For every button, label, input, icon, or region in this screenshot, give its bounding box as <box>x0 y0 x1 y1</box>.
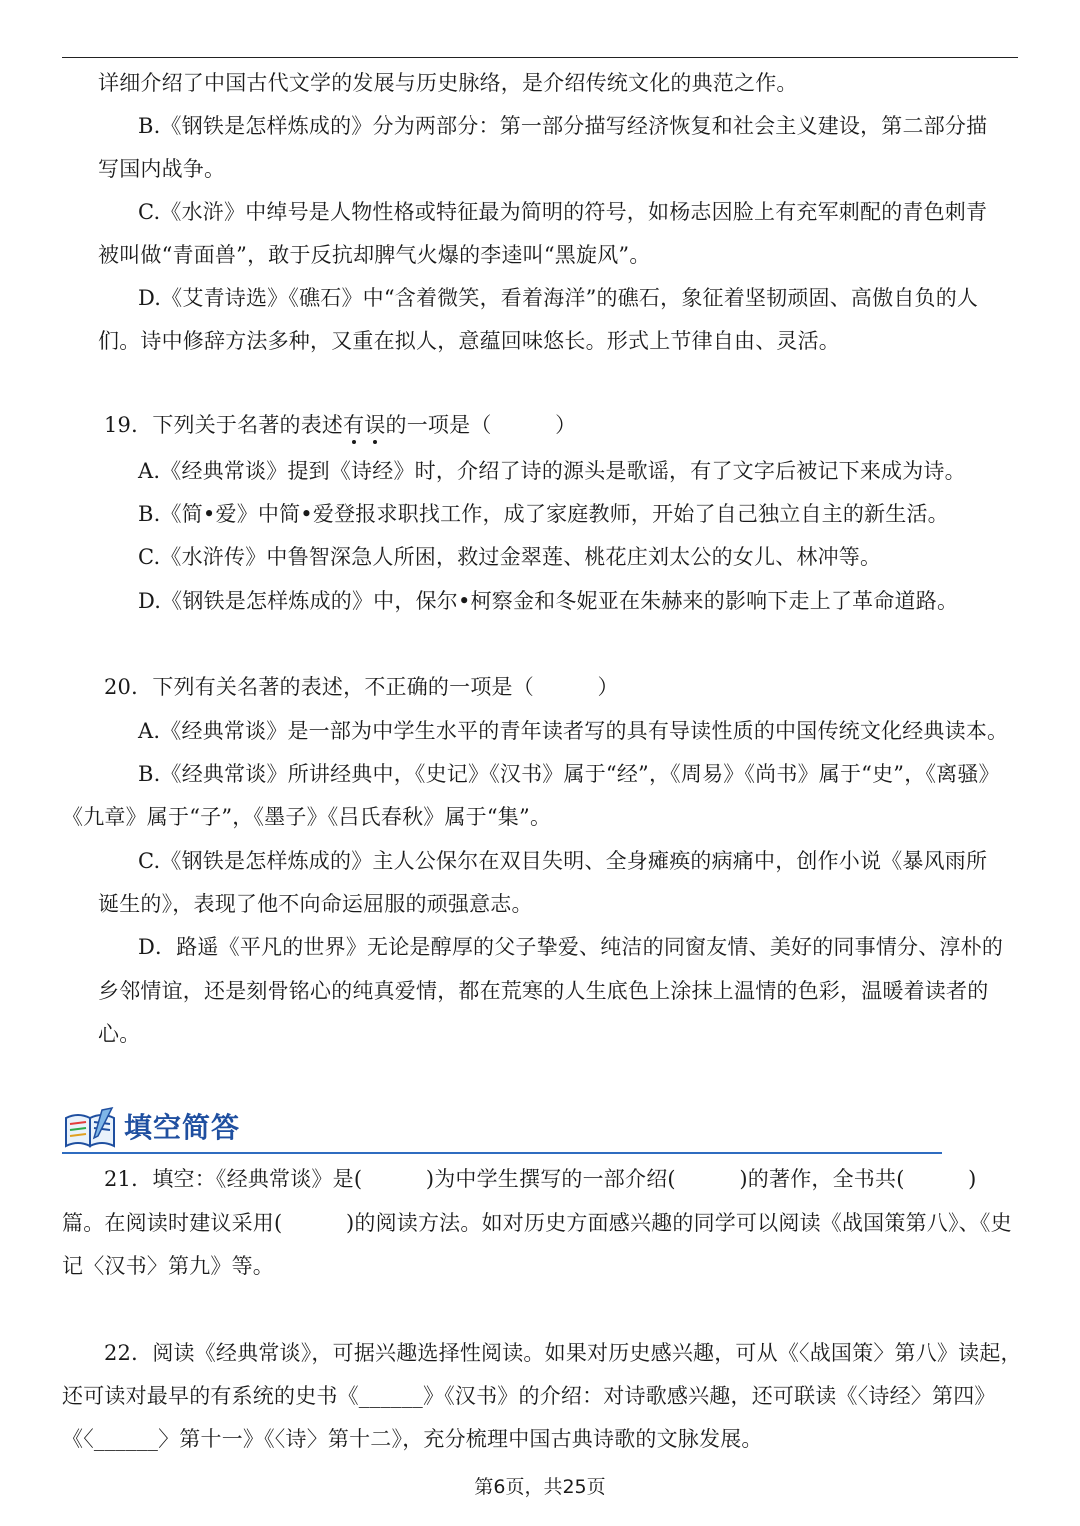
question-19-option-a: A.《经典常谈》提到《诗经》时，介绍了诗的源头是歌谣，有了文字后被记下来成为诗。 <box>138 459 966 483</box>
question-20-option-a: A.《经典常谈》是一部为中学生水平的青年读者写的具有导读性质的中国传统文化经典读本。 <box>138 719 1009 743</box>
page-number: 第6页，共25页 <box>474 1476 606 1498</box>
question-20-stem: 20．下列有关名著的表述，不正确的一项是（ ） <box>104 675 619 699</box>
option-c: C.《水浒》中绰号是人物性格或特征最为简明的符号，如杨志因脸上有充军刺配的青色刺青 <box>138 200 988 224</box>
paragraph-line: 写国内战争。 <box>98 157 226 181</box>
question-20-option-d-cont: 乡邻情谊，还是刻骨铭心的纯真爱情，都在荒寒的人生底色上涂抹上温情的色彩，温暖着读者的 <box>98 979 989 1003</box>
question-20-option-b: B.《经典常谈》所讲经典中，《史记》《汉书》属于“经”，《周易》《尚书》属于“史”，《离骚》 <box>138 762 1000 786</box>
option-d: D.《艾青诗选》《礁石》中“含着微笑，看着海洋”的礁石，象征着坚韧顽固、高傲自负的人 <box>138 286 979 310</box>
question-19-stem: 19．下列关于名著的表述有误的一项是（ ） <box>104 410 576 440</box>
question-19-option-d: D.《钢铁是怎样炼成的》中，保尔•柯察金和冬妮亚在朱赫来的影响下走上了革命道路。 <box>138 589 959 613</box>
question-22-line: 《〈______〉第十一》《〈诗〉第十二》，充分梳理中国古典诗歌的文脉发展。 <box>62 1427 763 1451</box>
section-header <box>62 1100 942 1160</box>
question-19-option-c: C.《水浒传》中鲁智深急人所困，救过金翠莲、桃花庄刘太公的女儿、林冲等。 <box>138 545 882 569</box>
question-21-line: 记〈汉书〉第九》等。 <box>62 1254 274 1278</box>
option-b: B.《钢铁是怎样炼成的》分为两部分：第一部分描写经济恢复和社会主义建设，第二部分描 <box>138 114 988 138</box>
section-underline <box>62 1152 942 1154</box>
question-19-option-b: B.《简•爱》中简•爱登报求职找工作，成了家庭教师，开始了自己独立自主的新生活。 <box>138 502 949 526</box>
header-rule <box>62 57 1018 58</box>
section-title: 填空简答 <box>124 1111 241 1144</box>
question-20-option-d-cont: 心。 <box>98 1022 141 1046</box>
paragraph-line: 详细介绍了中国古代文学的发展与历史脉络，是介绍传统文化的典范之作。 <box>98 71 798 95</box>
emphasis-char: 有 <box>343 410 364 440</box>
emphasis-char: 误 <box>364 410 385 440</box>
paragraph-line: 们。诗中修辞方法多种，又重在拟人，意蕴回味悠长。形式上节律自由、灵活。 <box>98 329 840 353</box>
question-22-line: 还可读对最早的有系统的史书《______》《汉书》的介绍：对诗歌感兴趣，还可联读《〈诗经〉第四》 <box>62 1384 996 1408</box>
open-book-icon <box>62 1106 118 1152</box>
question-21-line: 21．填空：《经典常谈》是( )为中学生撰写的一部介绍( )的著作，全书共( ) <box>104 1167 977 1191</box>
paragraph-line: 被叫做“青面兽”，敢于反抗却脾气火爆的李逵叫“黑旋风”。 <box>98 243 651 267</box>
question-21-line: 篇。在阅读时建议采用( )的阅读方法。如对历史方面感兴趣的同学可以阅读《战国策第八》、《史 <box>62 1211 1012 1235</box>
question-22-line: 22．阅读《经典常谈》，可据兴趣选择性阅读。如果对历史感兴趣，可从《〈战国策〉第八》读起， <box>104 1341 1022 1365</box>
question-20-option-d: D．路遥《平凡的世界》无论是醇厚的父子挚爱、纯洁的同窗友情、美好的同事情分、淳朴的 <box>138 935 1004 959</box>
question-20-option-c-cont: 诞生的》，表现了他不向命运屈服的顽强意志。 <box>98 892 533 916</box>
question-20-option-c: C.《钢铁是怎样炼成的》主人公保尔在双目失明、全身瘫痪的病痛中，创作小说《暴风雨所 <box>138 849 988 873</box>
question-20-option-b-cont: 《九章》属于“子”，《墨子》《吕氏春秋》属于“集”。 <box>62 805 552 829</box>
